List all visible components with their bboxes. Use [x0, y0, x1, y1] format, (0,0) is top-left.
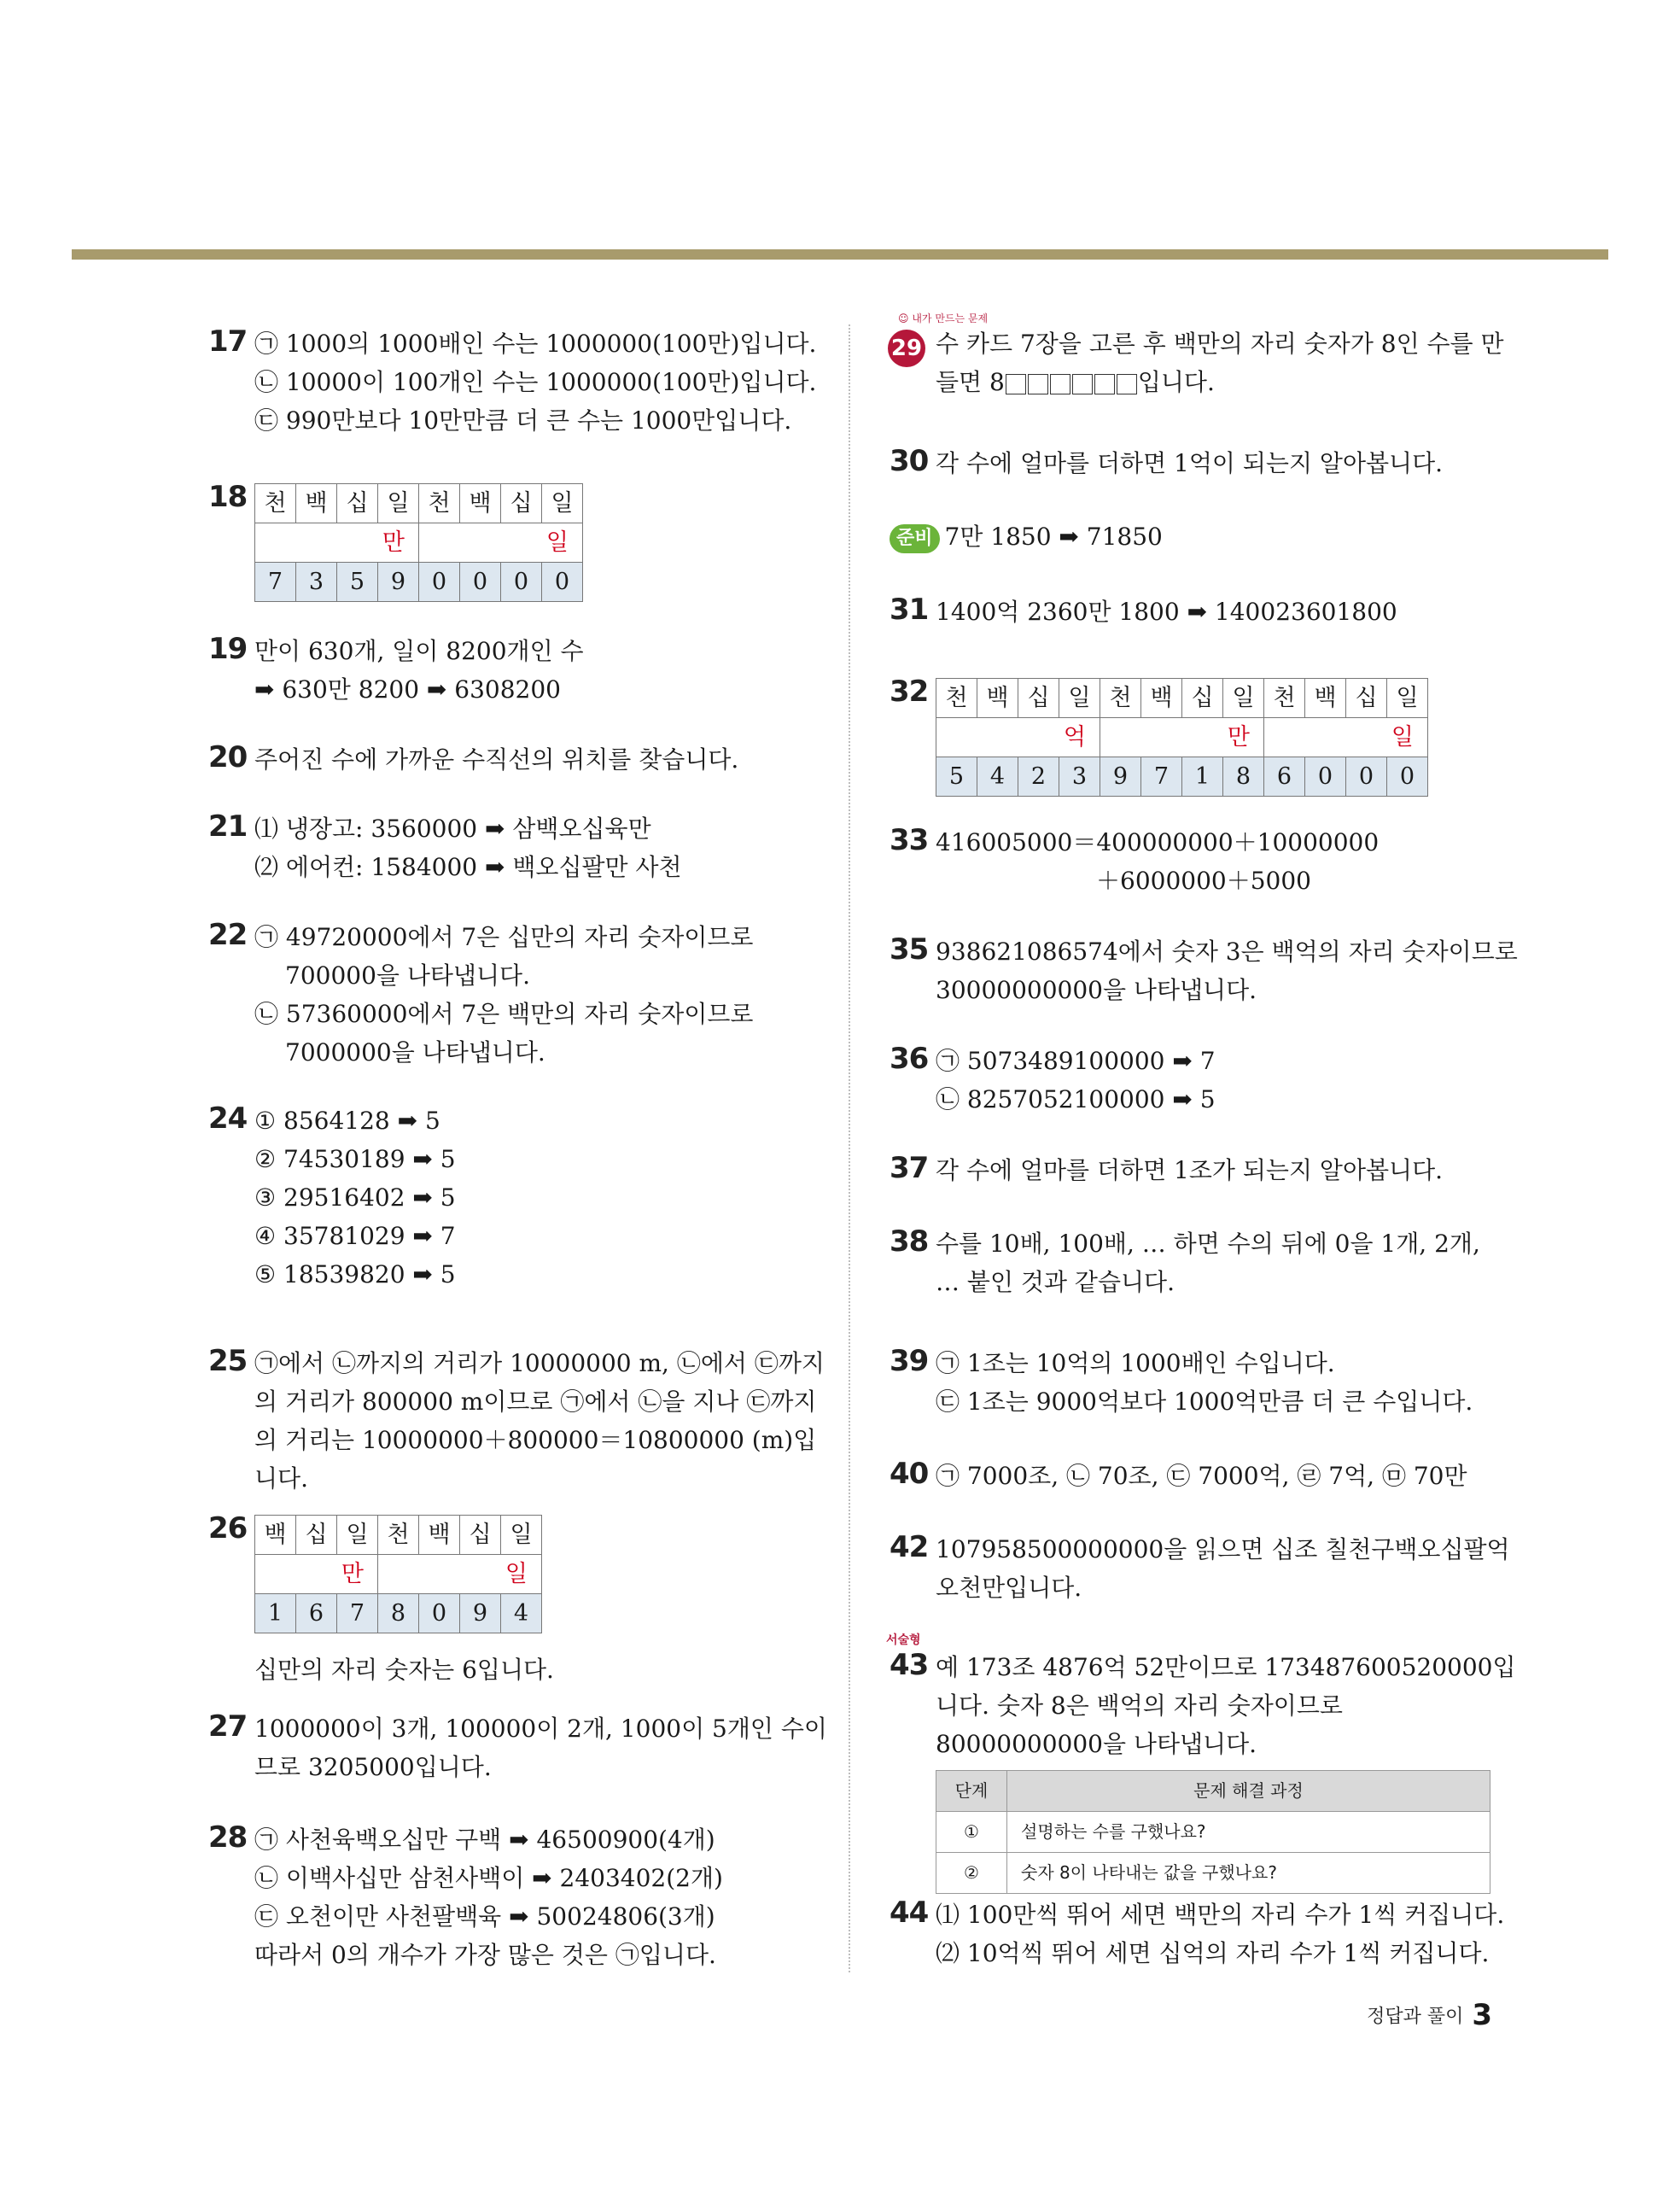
unit-label: 만 — [255, 523, 419, 563]
problem-number: 28 — [208, 1820, 248, 1855]
unit-label: 일 — [378, 1555, 542, 1594]
answer-line: 므로 3205000입니다. — [254, 1753, 492, 1781]
table-cell: ② — [936, 1853, 1007, 1894]
prep-badge: 준비 — [890, 524, 940, 553]
column-divider — [849, 324, 850, 1972]
answer-line: ⑵ 에어컨: 1584000 ➡ 백오십팔만 사천 — [254, 853, 682, 881]
table-cell: 1 — [1182, 757, 1223, 797]
table-cell: 1 — [255, 1594, 296, 1633]
answer-line: ㉠ 사천육백오십만 구백 ➡ 46500900(4개) — [254, 1826, 715, 1854]
scoring-table — [936, 1770, 1490, 1894]
answer-line: ㉡ 이백사십만 삼천사백이 ➡ 2403402(2개) — [254, 1864, 723, 1892]
answer-line: ⑤ 18539820 ➡ 5 — [254, 1260, 456, 1288]
table-cell: 7 — [1141, 757, 1182, 797]
problem-number: 21 — [208, 809, 248, 844]
table-cell: 십 — [337, 484, 378, 523]
table-cell: 십 — [296, 1516, 337, 1555]
answer-line: 따라서 0의 개수가 가장 많은 것은 ㉠입니다. — [254, 1941, 716, 1969]
problem-number: 33 — [890, 823, 929, 857]
table-cell: 3 — [1059, 757, 1100, 797]
answer-line: 예 173조 4876억 52만이므로 173487600520000입 — [936, 1653, 1516, 1681]
table-cell: 0 — [501, 563, 542, 602]
answer-line: ⑴ 100만씩 뛰어 세면 백만의 자리 수가 1씩 커집니다. — [936, 1901, 1505, 1929]
problem-number: 17 — [208, 324, 248, 359]
table-cell: 천 — [1100, 679, 1141, 718]
answer-line: 30000000000을 나타냅니다. — [936, 976, 1257, 1004]
place-value-table — [254, 483, 583, 602]
table-cell: 0 — [1305, 757, 1346, 797]
table-cell: 6 — [1264, 757, 1305, 797]
problem-number: 39 — [890, 1344, 929, 1378]
answer-line: ⑵ 10억씩 뛰어 세면 십억의 자리 수가 1씩 커집니다. — [936, 1939, 1490, 1967]
answer-line: 1400억 2360만 1800 ➡ 140023601800 — [936, 598, 1397, 626]
problem-number: 25 — [208, 1344, 248, 1378]
table-cell: 백 — [460, 484, 501, 523]
table-cell: 십 — [1182, 679, 1223, 718]
answer-line: 각 수에 얼마를 더하면 1조가 되는지 알아봅니다. — [936, 1156, 1444, 1184]
table-cell: 십 — [501, 484, 542, 523]
answer-line: 니다. — [254, 1464, 308, 1493]
table-row — [936, 1853, 1490, 1894]
table-cell: 천 — [936, 679, 977, 718]
problem-number: 42 — [890, 1530, 929, 1564]
problem-number: 43 — [890, 1648, 929, 1682]
unit-label: 일 — [419, 523, 583, 563]
answer-line: 7000000을 나타냅니다. — [285, 1038, 545, 1066]
answer-line: ③ 29516402 ➡ 5 — [254, 1183, 456, 1212]
table-cell: 4 — [977, 757, 1018, 797]
table-cell: 천 — [255, 484, 296, 523]
problem-number: 35 — [890, 932, 929, 967]
table-cell: 2 — [1018, 757, 1059, 797]
answer-line: ㉢ 990만보다 10만만큼 더 큰 수는 1000만입니다. — [254, 406, 792, 435]
answer-line: 만이 630개, 일이 8200개인 수 — [254, 637, 584, 665]
table-cell: 9 — [460, 1594, 501, 1633]
answer-line: ㉠ 49720000에서 7은 십만의 자리 숫자이므로 — [254, 923, 754, 951]
table-cell: 천 — [419, 484, 460, 523]
table-cell: 십 — [1346, 679, 1387, 718]
unit-label: 만 — [1100, 718, 1264, 757]
place-value-table — [936, 678, 1428, 797]
table-cell: 0 — [542, 563, 583, 602]
answer-line: 의 거리가 800000 m이므로 ㉠에서 ㉡을 지나 ㉢까지 — [254, 1388, 817, 1416]
table-cell: 0 — [419, 1594, 460, 1633]
table-cell: 백 — [1305, 679, 1346, 718]
place-value-table — [254, 1515, 542, 1633]
problem-number: 37 — [890, 1151, 929, 1185]
answer-line: 416005000＝400000000＋10000000 — [936, 828, 1380, 856]
table-cell: 0 — [460, 563, 501, 602]
problem-number: 38 — [890, 1224, 929, 1259]
table-cell: 일 — [542, 484, 583, 523]
table-cell: 일 — [1387, 679, 1428, 718]
table-cell: 9 — [1100, 757, 1141, 797]
table-cell: 천 — [378, 1516, 419, 1555]
table-row — [936, 1812, 1490, 1853]
table-cell: 7 — [255, 563, 296, 602]
answer-line: 80000000000을 나타냅니다. — [936, 1730, 1257, 1758]
table-cell: ① — [936, 1812, 1007, 1853]
answer-line: ㉠ 7000조, ㉡ 70조, ㉢ 7000억, ㉣ 7억, ㉤ 70만 — [936, 1462, 1467, 1490]
top-rule — [72, 249, 1608, 260]
answer-line: ㉡ 8257052100000 ➡ 5 — [936, 1085, 1216, 1113]
answer-line: ㉠ 1000의 1000배인 수는 1000000(100만)입니다. — [254, 330, 817, 358]
table-cell: 6 — [296, 1594, 337, 1633]
table-cell: 백 — [1141, 679, 1182, 718]
answer-line: 107958500000000을 읽으면 십조 칠천구백오십팔억 — [936, 1535, 1510, 1563]
table-cell: 8 — [1223, 757, 1264, 797]
table-cell: 일 — [378, 484, 419, 523]
table-cell: 8 — [378, 1594, 419, 1633]
answer-line: 십만의 자리 숫자는 6입니다. — [254, 1656, 554, 1684]
problem-number: 44 — [890, 1896, 929, 1930]
table-cell: 일 — [501, 1516, 542, 1555]
table-cell: 천 — [1264, 679, 1305, 718]
answer-line: ＋6000000＋5000 — [1096, 867, 1311, 895]
page-number: 3 — [1472, 1998, 1492, 2032]
answer-line: ㉡ 10000이 100개인 수는 1000000(100만)입니다. — [254, 368, 817, 396]
problem-number: 31 — [890, 593, 929, 627]
table-header: 단계 — [936, 1771, 1007, 1812]
answer-line: ㉢ 1조는 9000억보다 1000억만큼 더 큰 수입니다. — [936, 1388, 1473, 1416]
answer-line: ⑴ 냉장고: 3560000 ➡ 삼백오십육만 — [254, 815, 651, 843]
answer-line: ㉠ 5073489100000 ➡ 7 — [936, 1047, 1216, 1075]
answer-line: 700000을 나타냅니다. — [285, 961, 530, 990]
problem-number: 32 — [890, 675, 929, 709]
answer-line: 의 거리는 10000000＋800000＝10800000 (m)입 — [254, 1426, 817, 1454]
unit-label: 억 — [936, 718, 1100, 757]
problem-number: 24 — [208, 1101, 248, 1136]
problem-number: 22 — [208, 918, 248, 952]
problem-number: 26 — [208, 1511, 248, 1545]
my-problem-tag: ☺ 내가 만드는 문제 — [898, 313, 989, 324]
problem-number: 40 — [890, 1457, 929, 1491]
problem-number: 20 — [208, 740, 248, 774]
answer-text: 7만 1850 ➡ 71850 — [944, 523, 1163, 551]
table-cell: 4 — [501, 1594, 542, 1633]
table-cell: 숫자 8이 나타내는 값을 구했나요? — [1007, 1853, 1490, 1894]
answer-line: ㉠ 1조는 10억의 1000배인 수입니다. — [936, 1349, 1335, 1377]
table-cell: 7 — [337, 1594, 378, 1633]
table-cell: 0 — [1387, 757, 1428, 797]
table-cell: 일 — [337, 1516, 378, 1555]
table-cell: 백 — [255, 1516, 296, 1555]
table-cell: 십 — [1018, 679, 1059, 718]
table-cell: 백 — [419, 1516, 460, 1555]
answer-line: ① 8564128 ➡ 5 — [254, 1107, 440, 1135]
table-cell: 3 — [296, 563, 337, 602]
answer-line: ② 74530189 ➡ 5 — [254, 1145, 456, 1173]
answer-line: ㉠에서 ㉡까지의 거리가 10000000 m, ㉡에서 ㉢까지 — [254, 1349, 825, 1377]
footer-label: 정답과 풀이 — [1367, 2006, 1464, 2028]
table-cell: 백 — [296, 484, 337, 523]
answer-line: 주어진 수에 가까운 수직선의 위치를 찾습니다. — [254, 745, 739, 774]
tag-label: 내가 만드는 문제 — [912, 313, 989, 324]
table-cell: 0 — [419, 563, 460, 602]
table-header: 문제 해결 과정 — [1007, 1771, 1490, 1812]
essay-tag: 서술형 — [886, 1633, 921, 1647]
answer-line: 1000000이 3개, 100000이 2개, 1000이 5개인 수이 — [254, 1715, 827, 1743]
answer-line: 오천만입니다. — [936, 1574, 1082, 1602]
answer-line: ➡ 630만 8200 ➡ 6308200 — [254, 675, 561, 704]
table-cell: 5 — [337, 563, 378, 602]
answer-text: 들면 8 — [936, 368, 1005, 396]
table-cell: 일 — [1059, 679, 1100, 718]
unit-label: 일 — [1264, 718, 1428, 757]
table-cell: 십 — [460, 1516, 501, 1555]
table-cell: 백 — [977, 679, 1018, 718]
answer-line: … 붙인 것과 같습니다. — [936, 1268, 1175, 1296]
problem-number: 36 — [890, 1042, 929, 1076]
problem-number: 30 — [890, 444, 929, 478]
problem-number: 18 — [208, 480, 248, 514]
table-cell: 0 — [1346, 757, 1387, 797]
table-cell: 9 — [378, 563, 419, 602]
problem-number: 27 — [208, 1709, 248, 1744]
answer-line: 938621086574에서 숫자 3은 백억의 자리 숫자이므로 — [936, 938, 1518, 966]
answer-line: 수 카드 7장을 고른 후 백만의 자리 숫자가 8인 수를 만 — [936, 330, 1504, 358]
page-footer — [1367, 1998, 1492, 2032]
table-cell: 5 — [936, 757, 977, 797]
answer-line: 니다. 숫자 8은 백억의 자리 숫자이므로 — [936, 1691, 1343, 1720]
problem-number: 19 — [208, 632, 248, 666]
answer-text: 입니다. — [1137, 368, 1215, 396]
blank-box — [1005, 368, 1138, 396]
unit-label: 만 — [255, 1555, 378, 1594]
problem-number: 29 — [888, 330, 925, 367]
answer-line: 각 수에 얼마를 더하면 1억이 되는지 알아봅니다. — [936, 449, 1444, 477]
answer-line: ④ 35781029 ➡ 7 — [254, 1222, 456, 1250]
table-cell: 일 — [1223, 679, 1264, 718]
answer-line: ㉢ 오천이만 사천팔백육 ➡ 50024806(3개) — [254, 1902, 715, 1931]
answer-line: 수를 10배, 100배, … 하면 수의 뒤에 0을 1개, 2개, — [936, 1230, 1480, 1258]
answer-line: ㉡ 57360000에서 7은 백만의 자리 숫자이므로 — [254, 1000, 754, 1028]
table-cell: 설명하는 수를 구했나요? — [1007, 1812, 1490, 1853]
